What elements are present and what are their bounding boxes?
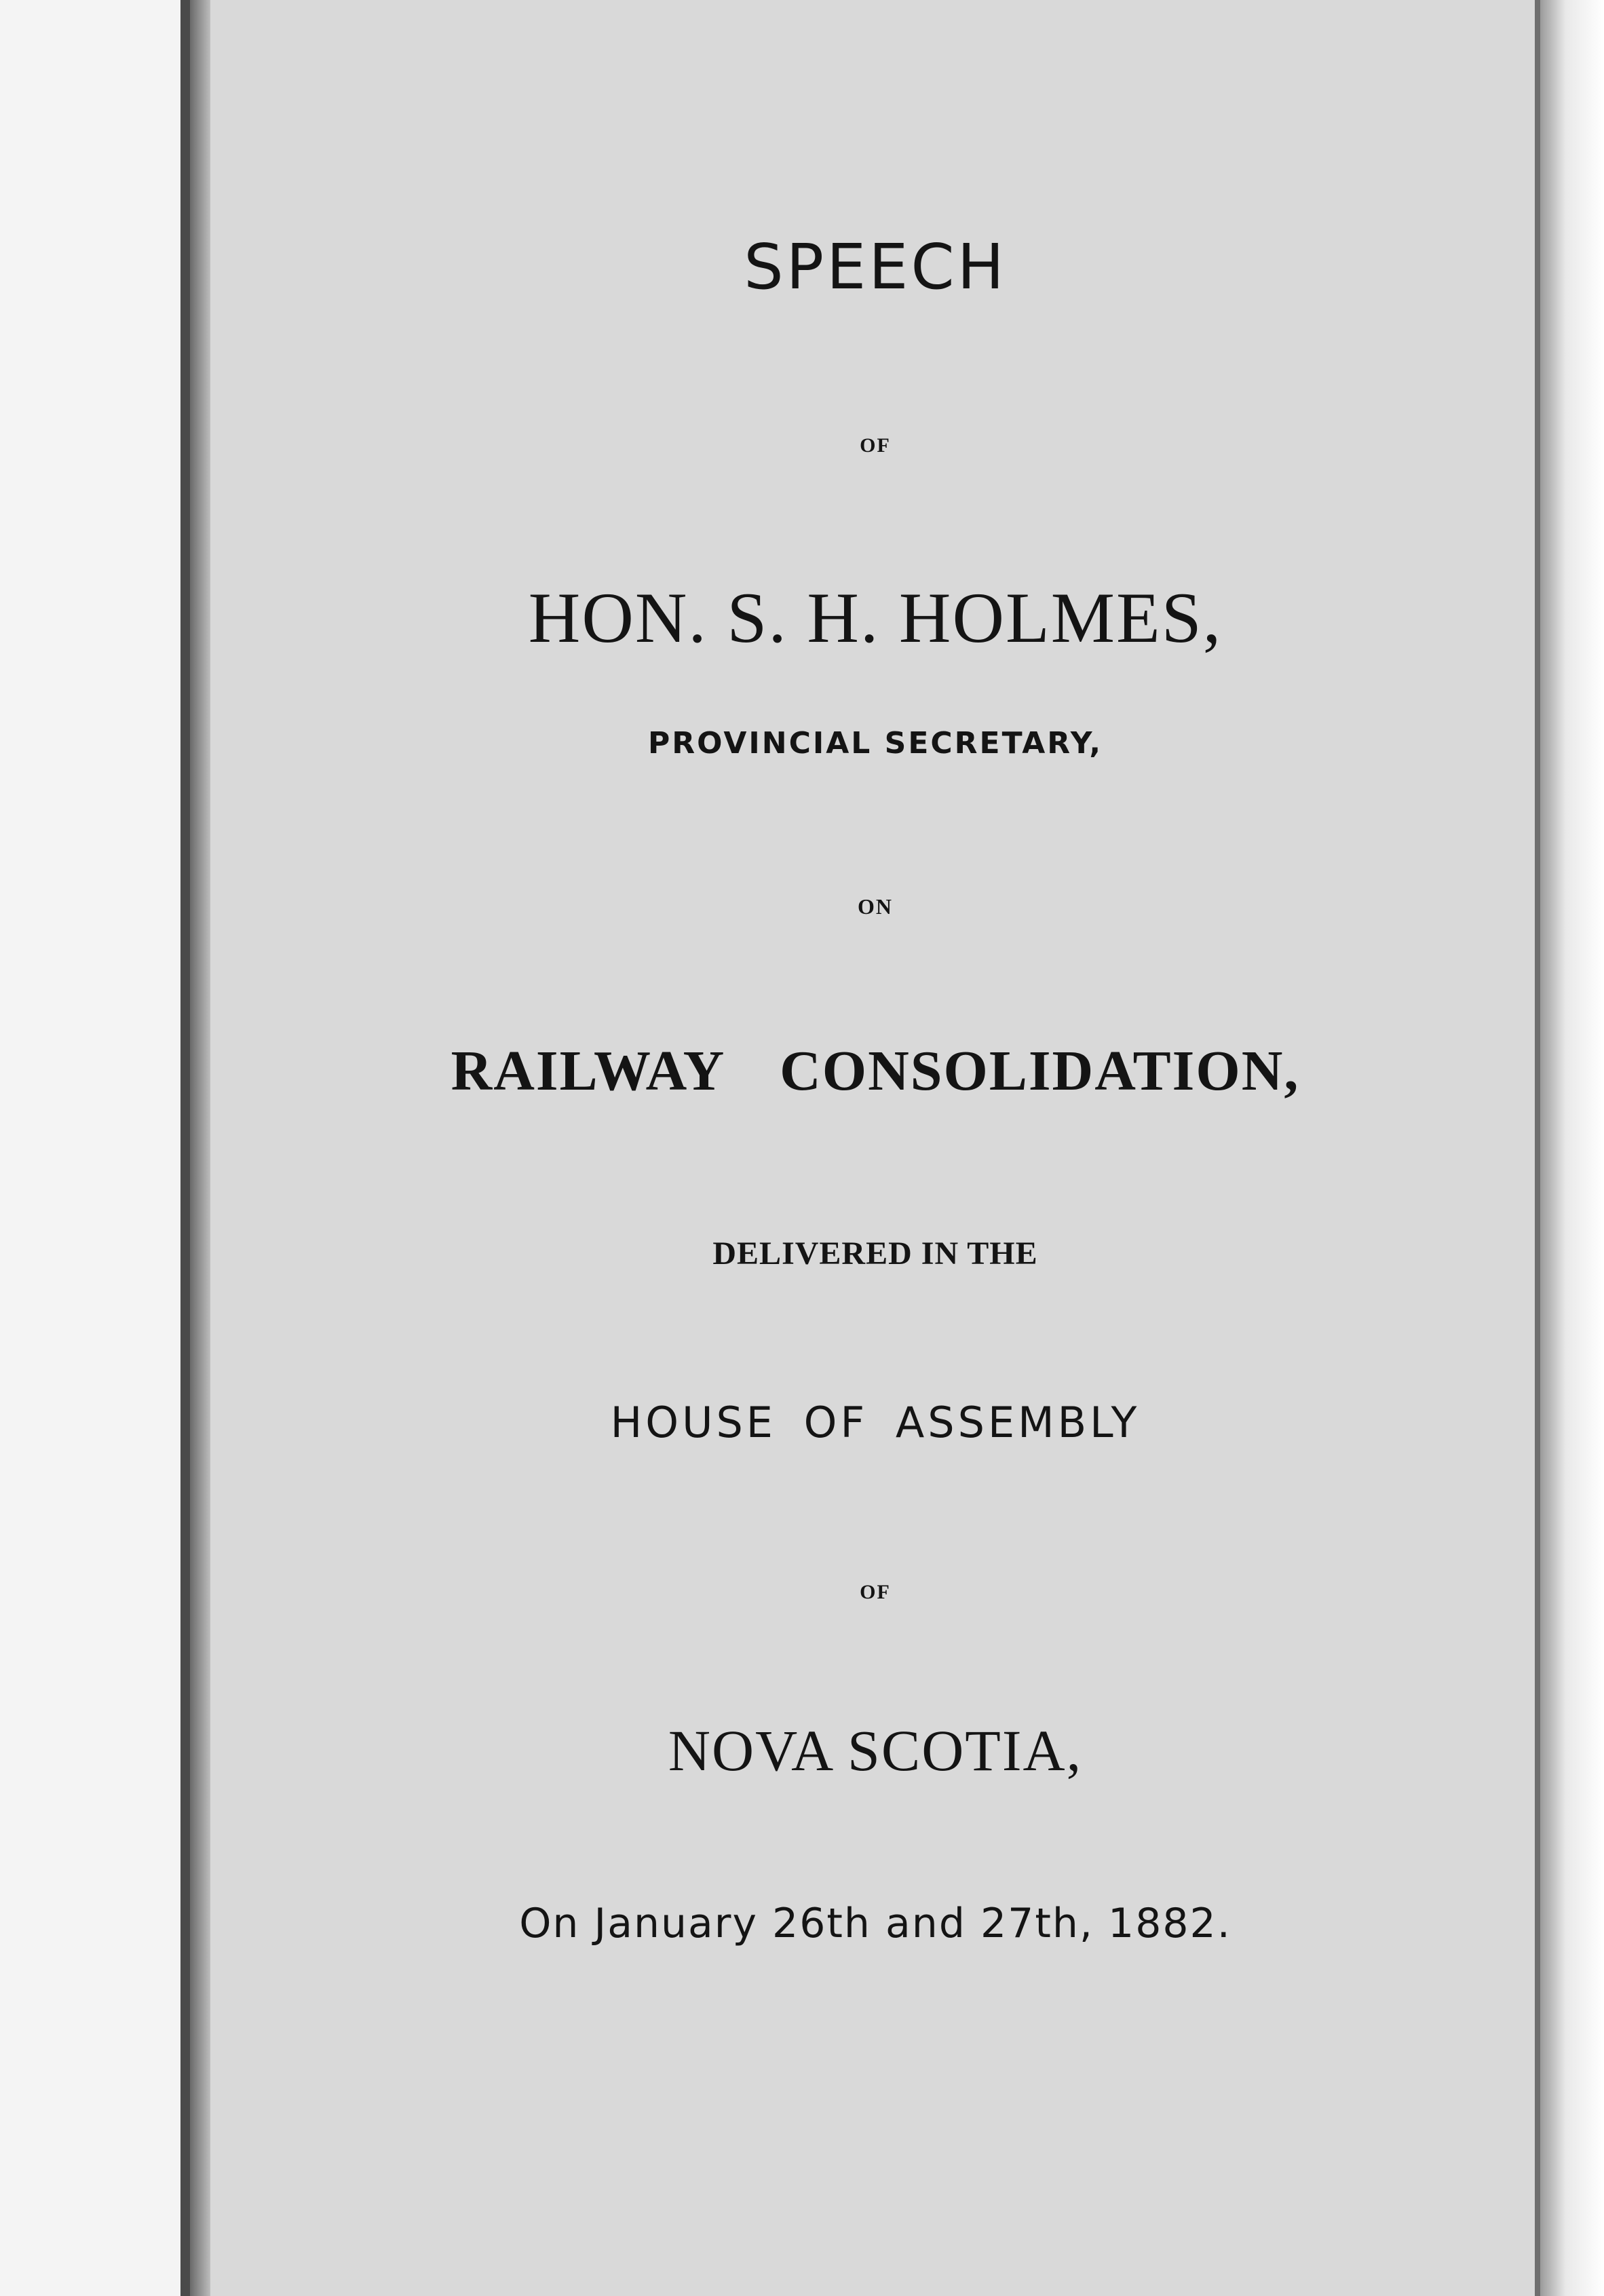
previous-page-edge: [0, 0, 190, 2296]
page-right-edge: [1540, 0, 1604, 2296]
speech-topic: RAILWAY CONSOLIDATION,: [451, 1039, 1300, 1103]
book-gutter: [190, 0, 210, 2296]
province-name: NOVA SCOTIA,: [668, 1718, 1083, 1783]
delivered-label: DELIVERED IN THE: [712, 1236, 1038, 1271]
of-label-2: OF: [860, 1581, 891, 1603]
title-page: [210, 0, 1540, 2296]
speech-date: On January 26th and 27th, 1882.: [519, 1900, 1231, 1947]
of-label-1: OF: [860, 434, 891, 457]
speaker-office: PROVINCIAL SECRETARY,: [647, 726, 1103, 761]
house-of-assembly: HOUSE OF ASSEMBLY: [610, 1398, 1141, 1447]
title-speech: SPEECH: [744, 231, 1007, 303]
speaker-name: HON. S. H. HOLMES,: [528, 578, 1223, 657]
on-label: ON: [858, 894, 893, 919]
